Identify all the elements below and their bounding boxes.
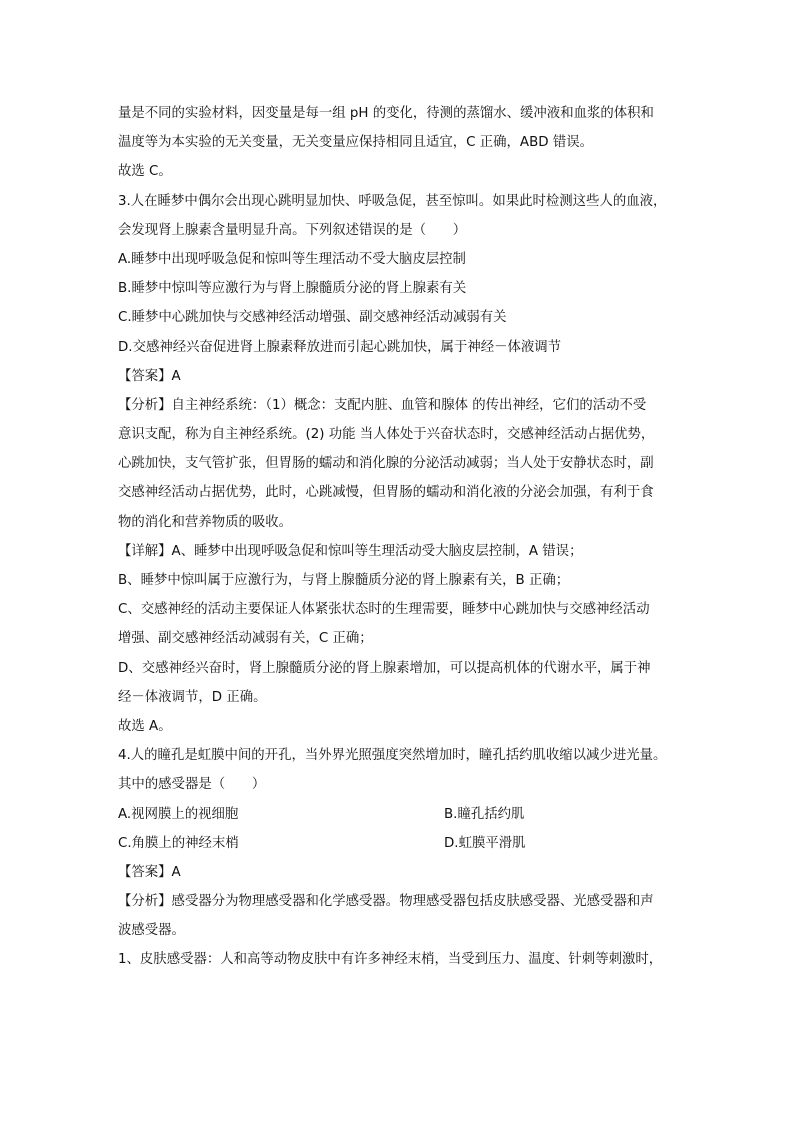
question-3-analysis: 心跳加快，支气管扩张，但胃肠的蠕动和消化腺的分泌活动减弱；当人处于安静状态时，副 [118, 456, 654, 472]
question-4-options-row [118, 800, 684, 829]
question-3-detail: D、交感神经兴奋时，肾上腺髓质分泌的肾上腺素增加，可以提高机体的代谢水平，属于神 [118, 660, 651, 676]
question-3-detail: B、睡梦中惊叫属于应激行为，与肾上腺髓质分泌的肾上腺素有关，B 正确； [118, 573, 570, 588]
question-4-option-d: D.虹膜平滑肌 [444, 835, 526, 851]
question-4-analysis: 1、皮肤感受器：人和高等动物皮肤中有许多神经末梢，当受到压力、温度、针刺等刺激时， [118, 952, 663, 968]
question-4-answer: 【答案】A [118, 864, 181, 880]
document-page [118, 99, 684, 975]
question-3-detail: 【详解】A、睡梦中出现呼吸急促和惊叫等生理活动受大脑皮层控制，A 错误； [118, 543, 583, 559]
question-4-analysis: 波感受器。 [118, 923, 185, 939]
question-3-option-d: D.交感神经兴奋促进肾上腺素释放进而引起心跳加快，属于神经－体液调节 [118, 339, 562, 355]
text-line: 温度等为本实验的无关变量，无关变量应保持相同且适宜，C 正确，ABD 错误。 [118, 135, 594, 151]
question-3-option-b: B.睡梦中惊叫等应激行为与肾上腺髓质分泌的肾上腺素有关 [118, 281, 467, 297]
question-3-analysis: 意识支配，称为自主神经系统。(2) 功能 当人体处于兴奋状态时，交感神经活动占据优势， [118, 427, 655, 443]
text-line: 量是不同的实验材料，因变量是每一组 pH 的变化，待测的蒸馏水、缓冲液和血浆的体积和 [118, 106, 654, 121]
question-3-answer: 【答案】A [118, 368, 181, 384]
question-3-detail: 经－体液调节，D 正确。 [118, 689, 267, 705]
question-3-stem: 3.人在睡梦中偶尔会出现心跳明显加快、呼吸急促，甚至惊叫。如果此时检测这些人的血液， [118, 193, 667, 209]
question-3-detail: C、交感神经的活动主要保证人体紧张状态时的生理需要，睡梦中心跳加快与交感神经活动 [118, 602, 650, 618]
question-4-stem: 其中的感受器是（ ） [118, 777, 266, 793]
question-4-analysis: 【分析】感受器分为物理感受器和化学感受器。物理感受器包括皮肤感受器、光感受器和声 [118, 894, 654, 910]
question-3-conclusion: 故选 A。 [118, 718, 172, 734]
question-4-option-c: C.角膜上的神经末梢 [118, 835, 239, 851]
question-3-analysis: 物的消化和营养物质的吸收。 [118, 514, 293, 530]
question-3-option-a: A.睡梦中出现呼吸急促和惊叫等生理活动不受大脑皮层控制 [118, 251, 466, 267]
question-4-stem: 4.人的瞳孔是虹膜中间的开孔，当外界光照强度突然增加时，瞳孔括约肌收缩以减少进光量。 [118, 748, 667, 764]
question-3-detail: 增强、副交感神经活动减弱有关，C 正确； [118, 631, 373, 647]
question-4-option-a: A.视网膜上的视细胞 [118, 806, 239, 822]
question-4-options-row [118, 829, 684, 858]
text-line: 故选 C。 [118, 164, 172, 180]
question-3-analysis: 交感神经活动占据优势，此时，心跳减慢，但胃肠的蠕动和消化液的分泌会加强，有利于食 [118, 485, 654, 501]
question-3-option-c: C.睡梦中心跳加快与交感神经活动增强、副交感神经活动减弱有关 [118, 310, 507, 326]
question-4-option-b: B.瞳孔括约肌 [444, 806, 525, 822]
question-3-stem: 会发现肾上腺素含量明显升高。下列叙述错误的是（ ） [118, 222, 467, 238]
question-3-analysis: 【分析】自主神经系统：（1）概念：支配内脏、血管和腺体 的传出神经，它们的活动不受 [118, 397, 647, 413]
